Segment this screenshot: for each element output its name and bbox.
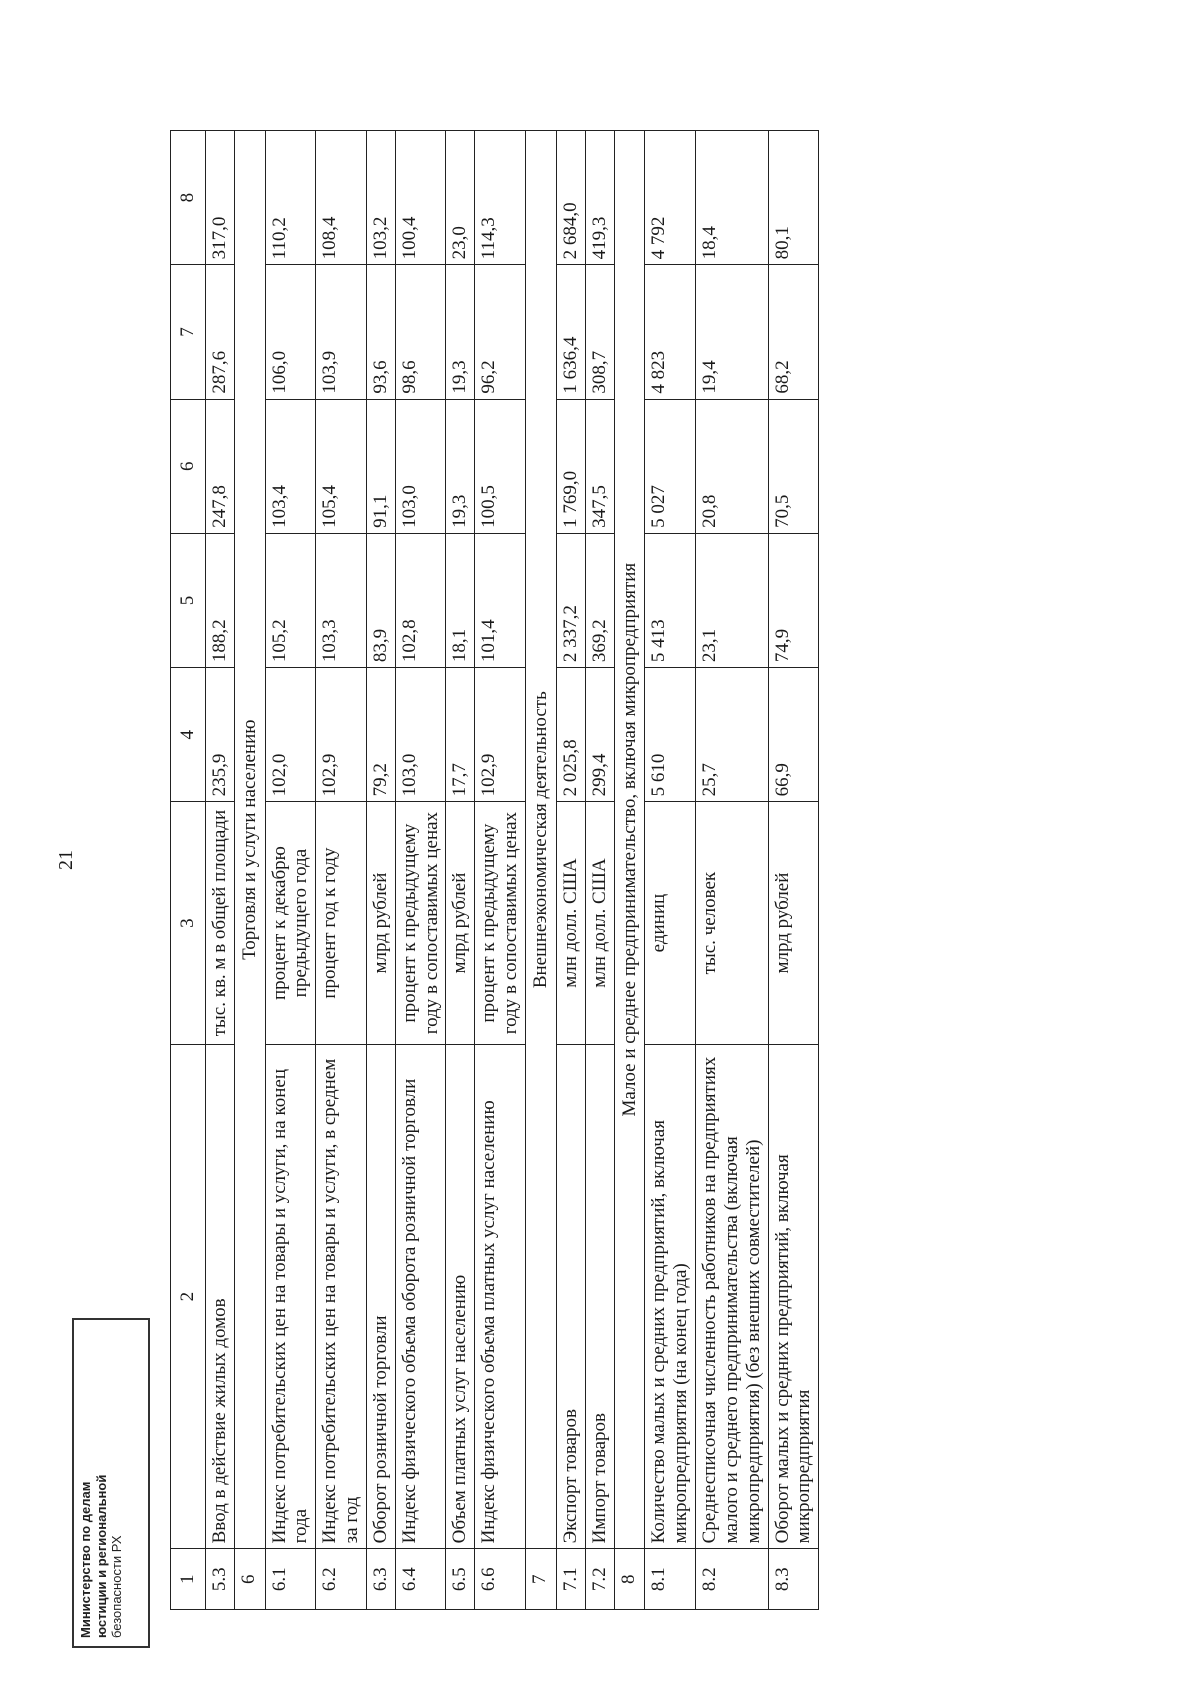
- value-cell: 102,9: [475, 668, 526, 802]
- value-cell: 83,9: [366, 533, 395, 667]
- value-cell: 103,2: [366, 131, 395, 265]
- value-cell: 25,7: [696, 668, 769, 802]
- section-row: [525, 131, 556, 1610]
- value-cell: 102,9: [316, 668, 367, 802]
- column-header-7: 7: [171, 265, 206, 399]
- value-cell: 235,9: [205, 668, 234, 802]
- indicator-name: Оборот малых и средних предприятий, включая микропредприятия: [768, 1044, 819, 1549]
- unit-of-measure: процент год к году: [316, 802, 367, 1045]
- value-cell: 74,9: [768, 533, 819, 667]
- section-code: 7: [525, 1549, 556, 1610]
- column-header-2: 2: [171, 1044, 206, 1549]
- row-code: 8.2: [696, 1549, 769, 1610]
- value-cell: 347,5: [585, 399, 614, 533]
- indicator-name: Количество малых и средних предприятий, включая микропредприятия (на конец года): [645, 1044, 696, 1549]
- unit-of-measure: млн долл. США: [556, 802, 585, 1045]
- stamp-line-2: юстиции и региональной: [93, 1474, 109, 1638]
- value-cell: 247,8: [205, 399, 234, 533]
- unit-of-measure: млрд рублей: [366, 802, 395, 1045]
- value-cell: 369,2: [585, 533, 614, 667]
- unit-of-measure: процент к декабрю предыдущего года: [265, 802, 316, 1045]
- value-cell: 1 636,4: [556, 265, 585, 399]
- value-cell: 68,2: [768, 265, 819, 399]
- column-header-6: 6: [171, 399, 206, 533]
- value-cell: 103,0: [395, 668, 446, 802]
- value-cell: 79,2: [366, 668, 395, 802]
- section-row: [234, 131, 265, 1610]
- value-cell: 19,3: [446, 399, 475, 533]
- value-cell: 4 823: [645, 265, 696, 399]
- unit-of-measure: млн долл. США: [585, 802, 614, 1045]
- value-cell: 2 025,8: [556, 668, 585, 802]
- row-code: 8.1: [645, 1549, 696, 1610]
- table-row: [645, 131, 696, 1610]
- value-cell: 103,3: [316, 533, 367, 667]
- table-row: [205, 131, 234, 1610]
- column-header-1: 1: [171, 1549, 206, 1610]
- value-cell: 308,7: [585, 265, 614, 399]
- table-row: [366, 131, 395, 1610]
- value-cell: 108,4: [316, 131, 367, 265]
- unit-of-measure: млрд рублей: [768, 802, 819, 1045]
- row-code: 6.6: [475, 1549, 526, 1610]
- table-row: [556, 131, 585, 1610]
- section-code: 6: [234, 1549, 265, 1610]
- value-cell: 98,6: [395, 265, 446, 399]
- table-header-row: [171, 131, 206, 1610]
- row-code: 8.3: [768, 1549, 819, 1610]
- value-cell: 100,5: [475, 399, 526, 533]
- section-title: Торговля и услуги населению: [234, 131, 265, 1549]
- value-cell: 317,0: [205, 131, 234, 265]
- table-row: [768, 131, 819, 1610]
- unit-of-measure: тыс. человек: [696, 802, 769, 1045]
- section-title: Внешнеэкономическая деятельность: [525, 131, 556, 1549]
- unit-of-measure: единиц: [645, 802, 696, 1045]
- column-header-5: 5: [171, 533, 206, 667]
- value-cell: 103,4: [265, 399, 316, 533]
- value-cell: 105,4: [316, 399, 367, 533]
- column-header-3: 3: [171, 802, 206, 1045]
- indicator-name: Среднесписочная численность работников на предприятиях малого и среднего предпринимательства (включая микропредприятия) (без внешних совместителей): [696, 1044, 769, 1549]
- value-cell: 110,2: [265, 131, 316, 265]
- row-code: 6.2: [316, 1549, 367, 1610]
- value-cell: 18,4: [696, 131, 769, 265]
- value-cell: 70,5: [768, 399, 819, 533]
- value-cell: 102,8: [395, 533, 446, 667]
- value-cell: 103,9: [316, 265, 367, 399]
- column-header-4: 4: [171, 668, 206, 802]
- indicator-name: Объем платных услуг населению: [446, 1044, 475, 1549]
- value-cell: 96,2: [475, 265, 526, 399]
- unit-of-measure: тыс. кв. м в общей площади: [205, 802, 234, 1045]
- stamp-line-1: Министерство по делам: [78, 1481, 93, 1638]
- value-cell: 5 027: [645, 399, 696, 533]
- section-title: Малое и среднее предпринимательство, включая микропредприятия: [614, 131, 645, 1549]
- row-code: 6.3: [366, 1549, 395, 1610]
- column-header-8: 8: [171, 131, 206, 265]
- value-cell: 1 769,0: [556, 399, 585, 533]
- value-cell: 93,6: [366, 265, 395, 399]
- unit-of-measure: млрд рублей: [446, 802, 475, 1045]
- value-cell: 23,1: [696, 533, 769, 667]
- indicator-name: Ввод в действие жилых домов: [205, 1044, 234, 1549]
- value-cell: 20,8: [696, 399, 769, 533]
- ministry-stamp: [72, 1318, 150, 1648]
- indicator-name: Экспорт товаров: [556, 1044, 585, 1549]
- value-cell: 2 684,0: [556, 131, 585, 265]
- value-cell: 18,1: [446, 533, 475, 667]
- row-code: 7.2: [585, 1549, 614, 1610]
- value-cell: 102,0: [265, 668, 316, 802]
- table-row: [446, 131, 475, 1610]
- value-cell: 114,3: [475, 131, 526, 265]
- indicator-name: Индекс потребительских цен на товары и услуги, на конец года: [265, 1044, 316, 1549]
- unit-of-measure: процент к предыдущему году в сопоставимых ценах: [475, 802, 526, 1045]
- indicators-table-wrapper: [170, 130, 1130, 1610]
- value-cell: 5 413: [645, 533, 696, 667]
- row-code: 6.4: [395, 1549, 446, 1610]
- value-cell: 188,2: [205, 533, 234, 667]
- page-number: 21: [55, 850, 77, 870]
- row-code: 6.5: [446, 1549, 475, 1610]
- row-code: 6.1: [265, 1549, 316, 1610]
- unit-of-measure: процент к предыдущему году в сопоставимых ценах: [395, 802, 446, 1045]
- indicators-table: [170, 130, 819, 1610]
- value-cell: 105,2: [265, 533, 316, 667]
- value-cell: 80,1: [768, 131, 819, 265]
- value-cell: 17,7: [446, 668, 475, 802]
- value-cell: 19,4: [696, 265, 769, 399]
- table-row: [696, 131, 769, 1610]
- value-cell: 66,9: [768, 668, 819, 802]
- section-code: 8: [614, 1549, 645, 1610]
- value-cell: 19,3: [446, 265, 475, 399]
- value-cell: 101,4: [475, 533, 526, 667]
- value-cell: 103,0: [395, 399, 446, 533]
- table-row: [316, 131, 367, 1610]
- indicator-name: Индекс физического объема платных услуг населению: [475, 1044, 526, 1549]
- row-code: 5.3: [205, 1549, 234, 1610]
- stamp-line-3: безопасности РХ: [109, 1535, 125, 1638]
- table-row: [585, 131, 614, 1610]
- table-body: [205, 131, 818, 1610]
- value-cell: 23,0: [446, 131, 475, 265]
- value-cell: 106,0: [265, 265, 316, 399]
- indicator-name: Импорт товаров: [585, 1044, 614, 1549]
- value-cell: 100,4: [395, 131, 446, 265]
- value-cell: 91,1: [366, 399, 395, 533]
- row-code: 7.1: [556, 1549, 585, 1610]
- indicator-name: Индекс физического объема оборота розничной торговли: [395, 1044, 446, 1549]
- table-row: [475, 131, 526, 1610]
- section-row: [614, 131, 645, 1610]
- value-cell: 5 610: [645, 668, 696, 802]
- value-cell: 4 792: [645, 131, 696, 265]
- value-cell: 2 337,2: [556, 533, 585, 667]
- indicator-name: Оборот розничной торговли: [366, 1044, 395, 1549]
- value-cell: 287,6: [205, 265, 234, 399]
- indicator-name: Индекс потребительских цен на товары и услуги, в среднем за год: [316, 1044, 367, 1549]
- value-cell: 299,4: [585, 668, 614, 802]
- table-row: [265, 131, 316, 1610]
- table-row: [395, 131, 446, 1610]
- value-cell: 419,3: [585, 131, 614, 265]
